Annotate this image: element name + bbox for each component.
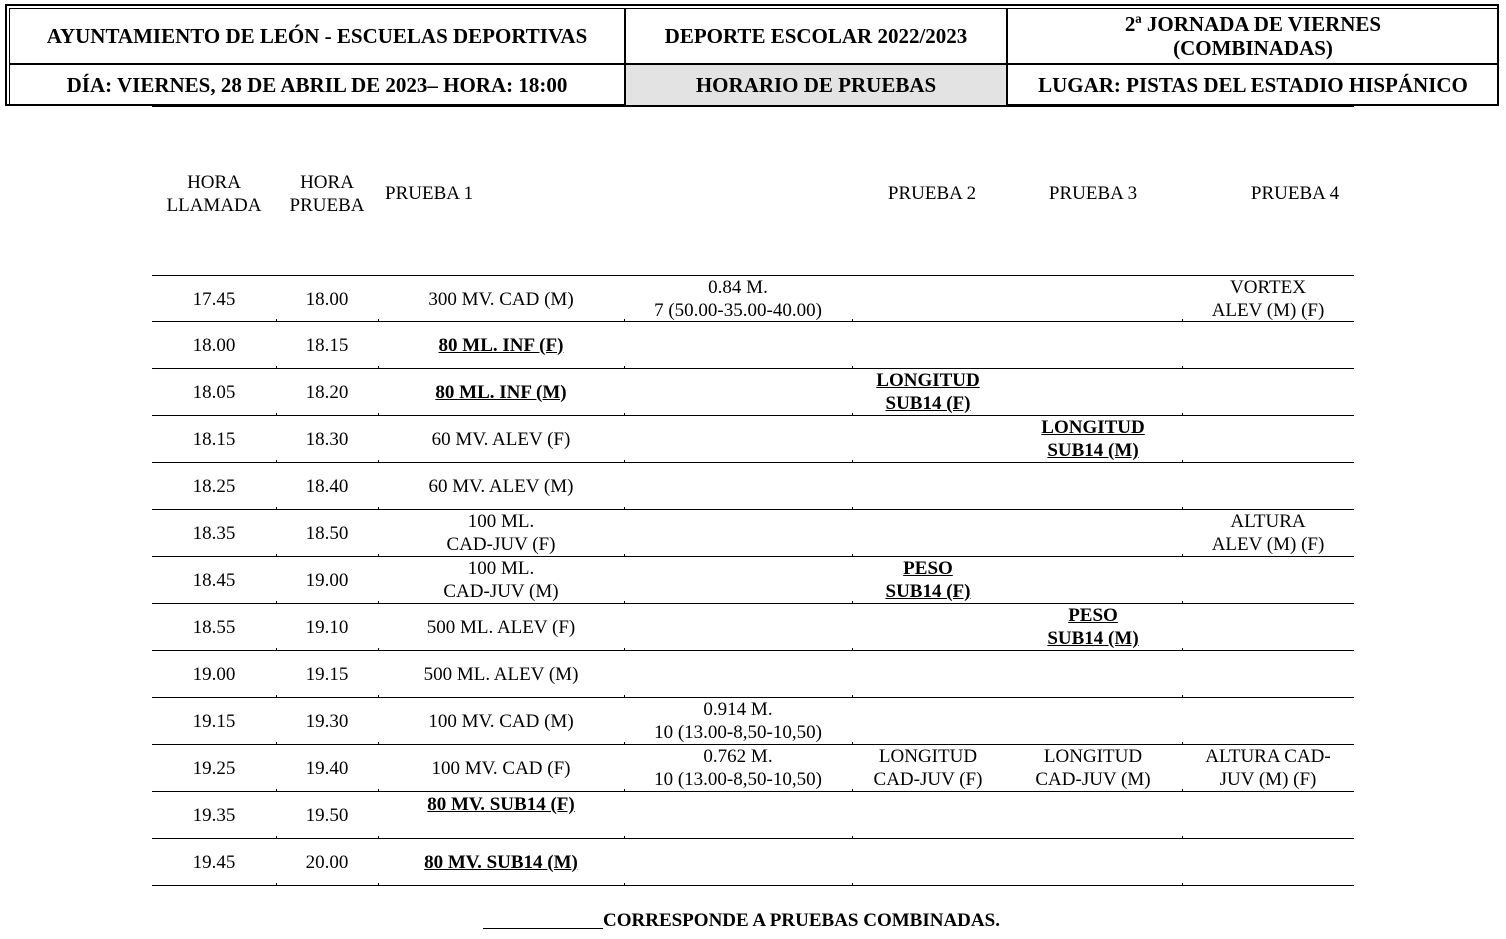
cell-p4 bbox=[1182, 369, 1354, 415]
cell-llamada: 18.45 bbox=[192, 569, 236, 591]
cell-p3 bbox=[1012, 557, 1174, 603]
cell-llamada: 19.00 bbox=[192, 663, 236, 685]
cell-p3 bbox=[1012, 463, 1174, 509]
cell-p2: LONGITUD SUB14 (F) bbox=[876, 370, 980, 414]
cell-p2 bbox=[852, 463, 1004, 509]
cell-p2: PESO SUB14 (F) bbox=[885, 558, 971, 602]
cell-p1: 80 MV. SUB14 (F) bbox=[427, 794, 575, 815]
cell-p3: LONGITUD CAD-JUV (M) bbox=[1035, 746, 1151, 790]
cell-p1: 100 MV. CAD (M) bbox=[428, 710, 574, 732]
cell-p2 bbox=[852, 276, 1004, 322]
cell-p4 bbox=[1182, 416, 1354, 462]
table-row bbox=[152, 698, 1354, 745]
table-row bbox=[152, 510, 1354, 557]
schedule-title: HORARIO DE PRUEBAS bbox=[625, 64, 1007, 106]
table-row bbox=[152, 745, 1354, 792]
cell-p3 bbox=[1012, 322, 1174, 368]
table-row bbox=[152, 322, 1354, 369]
legend-underline-sample bbox=[483, 928, 603, 929]
cell-p3: PESO SUB14 (M) bbox=[1047, 605, 1139, 649]
cell-spec bbox=[624, 839, 852, 885]
col-hora-prueba: HORA PRUEBA bbox=[289, 172, 365, 216]
cell-spec: 0.914 M. 10 (13.00-8,50-10,50) bbox=[654, 699, 822, 743]
col-hora-llamada: HORA LLAMADA bbox=[166, 172, 262, 216]
cell-prueba: 18.50 bbox=[305, 522, 349, 544]
date-line: DÍA: VIERNES, 28 DE ABRIL DE 2023– HORA: 18:00 bbox=[9, 64, 625, 106]
table-row bbox=[152, 651, 1354, 698]
venue-line: LUGAR: PISTAS DEL ESTADIO HISPÁNICO bbox=[1007, 64, 1499, 106]
cell-llamada: 18.35 bbox=[192, 522, 236, 544]
cell-p2 bbox=[852, 792, 1004, 838]
cell-p2 bbox=[852, 510, 1004, 556]
cell-spec: 0.84 M. 7 (50.00-35.00-40.00) bbox=[654, 277, 822, 321]
cell-spec bbox=[624, 322, 852, 368]
cell-spec bbox=[624, 463, 852, 509]
cell-p1: 60 MV. ALEV (M) bbox=[428, 475, 574, 497]
cell-p4 bbox=[1182, 604, 1354, 650]
header-table bbox=[5, 4, 1499, 106]
table-row bbox=[152, 416, 1354, 463]
cell-llamada: 17.45 bbox=[192, 288, 236, 310]
cell-p1: 500 ML. ALEV (M) bbox=[423, 663, 579, 685]
cell-llamada: 19.15 bbox=[192, 710, 236, 732]
season-title: DEPORTE ESCOLAR 2022/2023 bbox=[625, 8, 1007, 64]
cell-p2 bbox=[852, 322, 1004, 368]
cell-p1: 100 ML. CAD-JUV (M) bbox=[443, 558, 559, 602]
row-tick bbox=[378, 883, 379, 886]
cell-p4 bbox=[1182, 651, 1354, 697]
col-prueba4: PRUEBA 4 bbox=[1250, 183, 1340, 204]
cell-llamada: 18.55 bbox=[192, 616, 236, 638]
cell-prueba: 18.15 bbox=[305, 334, 349, 356]
footer-note bbox=[483, 909, 1000, 933]
cell-p1: 80 MV. SUB14 (M) bbox=[424, 851, 578, 873]
cell-p2 bbox=[852, 651, 1004, 697]
cell-llamada: 18.25 bbox=[192, 475, 236, 497]
cell-llamada: 19.45 bbox=[192, 851, 236, 873]
cell-p2 bbox=[852, 839, 1004, 885]
cell-p3 bbox=[1012, 839, 1174, 885]
cell-p3 bbox=[1012, 276, 1174, 322]
row-tick bbox=[276, 883, 277, 886]
footer-note-text: CORRESPONDE A PRUEBAS COMBINADAS. bbox=[603, 910, 1000, 931]
table-row bbox=[152, 792, 1354, 839]
table-row bbox=[152, 463, 1354, 510]
cell-p4 bbox=[1182, 792, 1354, 838]
cell-spec bbox=[624, 557, 852, 603]
cell-spec bbox=[624, 369, 852, 415]
cell-p1: 80 ML. INF (F) bbox=[438, 334, 564, 356]
cell-p3 bbox=[1012, 698, 1174, 744]
cell-p4 bbox=[1182, 698, 1354, 744]
top-rule bbox=[152, 106, 1354, 107]
cell-prueba: 19.30 bbox=[305, 710, 349, 732]
cell-spec bbox=[624, 604, 852, 650]
cell-prueba: 18.40 bbox=[305, 475, 349, 497]
cell-p3 bbox=[1012, 792, 1174, 838]
cell-p4: ALTURA ALEV (M) (F) bbox=[1211, 511, 1325, 555]
cell-prueba: 19.15 bbox=[305, 663, 349, 685]
cell-spec bbox=[624, 651, 852, 697]
cell-p2 bbox=[852, 604, 1004, 650]
col-prueba1: PRUEBA 1 bbox=[385, 183, 474, 204]
cell-p1: 60 MV. ALEV (F) bbox=[431, 428, 571, 450]
cell-p1: 100 MV. CAD (F) bbox=[431, 757, 571, 779]
cell-p3 bbox=[1012, 510, 1174, 556]
cell-p2 bbox=[852, 416, 1004, 462]
cell-p4 bbox=[1182, 557, 1354, 603]
cell-p4 bbox=[1182, 463, 1354, 509]
cell-spec bbox=[624, 416, 852, 462]
cell-llamada: 19.35 bbox=[192, 804, 236, 826]
cell-prueba: 18.20 bbox=[305, 381, 349, 403]
cell-llamada: 18.05 bbox=[192, 381, 236, 403]
cell-p4 bbox=[1182, 322, 1354, 368]
col-prueba3: PRUEBA 3 bbox=[1048, 183, 1138, 204]
cell-p3: LONGITUD SUB14 (M) bbox=[1041, 417, 1145, 461]
col-prueba2: PRUEBA 2 bbox=[887, 183, 977, 204]
cell-prueba: 18.00 bbox=[305, 288, 349, 310]
row-tick bbox=[624, 883, 625, 886]
event-title: 2ª JORNADA DE VIERNES (COMBINADAS) bbox=[1007, 8, 1499, 64]
cell-prueba: 18.30 bbox=[305, 428, 349, 450]
cell-p4: ALTURA CAD- JUV (M) (F) bbox=[1205, 746, 1331, 790]
cell-p3 bbox=[1012, 651, 1174, 697]
row-tick bbox=[1182, 883, 1183, 886]
row-tick bbox=[852, 883, 853, 886]
cell-spec: 0.762 M. 10 (13.00-8,50-10,50) bbox=[654, 746, 822, 790]
cell-llamada: 19.25 bbox=[192, 757, 236, 779]
cell-prueba: 20.00 bbox=[305, 851, 349, 873]
cell-p1: 100 ML. CAD-JUV (F) bbox=[446, 511, 556, 555]
cell-p2: LONGITUD CAD-JUV (F) bbox=[873, 746, 983, 790]
cell-p3 bbox=[1012, 369, 1174, 415]
cell-p1: 300 MV. CAD (M) bbox=[428, 288, 574, 310]
cell-spec bbox=[624, 510, 852, 556]
cell-p1: 500 ML. ALEV (F) bbox=[426, 616, 576, 638]
table-row bbox=[152, 604, 1354, 651]
cell-spec bbox=[624, 792, 852, 838]
cell-prueba: 19.50 bbox=[305, 804, 349, 826]
table-row bbox=[152, 839, 1354, 886]
table-row bbox=[152, 275, 1354, 322]
cell-prueba: 19.40 bbox=[305, 757, 349, 779]
cell-p4 bbox=[1182, 839, 1354, 885]
org-title: AYUNTAMIENTO DE LEÓN - ESCUELAS DEPORTIVAS bbox=[9, 8, 625, 64]
cell-llamada: 18.15 bbox=[192, 428, 236, 450]
cell-prueba: 19.00 bbox=[305, 569, 349, 591]
table-row bbox=[152, 557, 1354, 604]
table-row bbox=[152, 369, 1354, 416]
cell-p2 bbox=[852, 698, 1004, 744]
cell-p1: 80 ML. INF (M) bbox=[435, 381, 567, 403]
cell-llamada: 18.00 bbox=[192, 334, 236, 356]
cell-prueba: 19.10 bbox=[305, 616, 349, 638]
cell-p4: VORTEX ALEV (M) (F) bbox=[1211, 277, 1325, 321]
